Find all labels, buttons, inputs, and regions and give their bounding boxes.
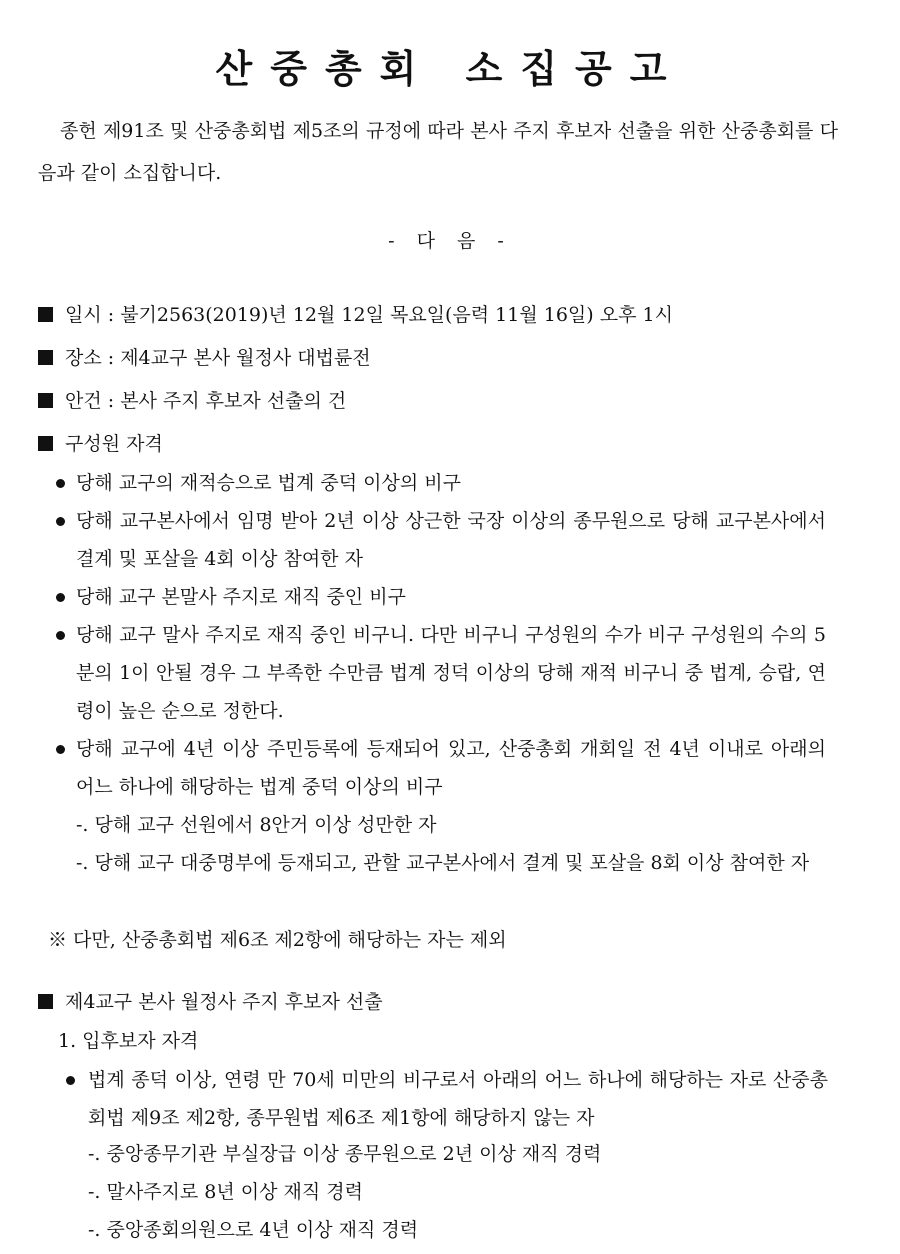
square-bullet-icon — [38, 393, 53, 408]
notice-title: 산중총회 소집공고 — [215, 46, 685, 91]
square-bullet-icon — [38, 994, 53, 1009]
round-bullet-icon — [66, 1076, 75, 1085]
candidate-subcriterion-2: -. 말사주지로 8년 이상 재직 경력 — [88, 1181, 363, 1203]
datetime-text: 일시 : 불기2563(2019)년 12월 12일 목요일(음력 11월 16일) 오후 1시 — [65, 304, 673, 326]
election-heading — [38, 987, 383, 1017]
member-subcriterion-2: -. 당해 교구 대중명부에 등재되고, 관할 교구본사에서 결계 및 포살을 8회 이상 참여한 자 — [76, 852, 810, 874]
place-text: 장소 : 제4교구 본사 월정사 대법륜전 — [65, 347, 371, 369]
detail-members-heading — [38, 429, 163, 459]
round-bullet-icon — [56, 479, 65, 488]
round-bullet-icon — [56, 631, 65, 640]
member-criterion-5: 당해 교구에 4년 이상 주민등록에 등재되어 있고, 산중총회 개회일 전 4년 이내로 아래의 어느 하나에 해당하는 법계 중덕 이상의 비구 — [76, 738, 826, 798]
candidate-subcriterion-3: -. 중앙종회의원으로 4년 이상 재직 경력 — [88, 1219, 419, 1241]
square-bullet-icon — [38, 307, 53, 322]
election-subheading: 1. 입후보자 자격 — [58, 1030, 199, 1052]
candidate-subcriterion-1: -. 중앙종무기관 부실장급 이상 종무원으로 2년 이상 재직 경력 — [88, 1143, 602, 1165]
member-criterion-1: 당해 교구의 재적승으로 법계 중덕 이상의 비구 — [76, 472, 461, 494]
round-bullet-icon — [56, 517, 65, 526]
member-criterion-3: 당해 교구 본말사 주지로 재직 중인 비구 — [76, 586, 406, 608]
member-exclusion-note: ※ 다만, 산중총회법 제6조 제2항에 해당하는 자는 제외 — [48, 929, 507, 951]
detail-datetime — [38, 300, 673, 330]
member-criterion-4: 당해 교구 말사 주지로 재직 중인 비구니. 다만 비구니 구성원의 수가 비구 구성원의 수의 5분의 1이 안될 경우 그 부족한 수만큼 법계 정덕 이상의 당해 재적 비구니 중 법계, 승랍, 연령이 높은 순으로 정한다. — [76, 624, 826, 722]
candidate-criterion: 법계 종덕 이상, 연령 만 70세 미만의 비구로서 아래의 어느 하나에 해당하는 자로 산중총회법 제9조 제2항, 종무원법 제6조 제1항에 해당하지 않는 자 — [88, 1069, 828, 1129]
round-bullet-icon — [56, 745, 65, 754]
separator-text: - 다 음 - — [388, 230, 512, 252]
round-bullet-icon — [56, 593, 65, 602]
election-heading-text: 제4교구 본사 월정사 주지 후보자 선출 — [65, 991, 383, 1013]
detail-place — [38, 343, 371, 373]
members-heading-text: 구성원 자격 — [65, 433, 163, 455]
agenda-text: 안건 : 본사 주지 후보자 선출의 건 — [65, 390, 347, 412]
member-criterion-2: 당해 교구본사에서 임명 받아 2년 이상 상근한 국장 이상의 종무원으로 당해 교구본사에서 결계 및 포살을 4회 이상 참여한 자 — [76, 510, 826, 570]
member-subcriterion-1: -. 당해 교구 선원에서 8안거 이상 성만한 자 — [76, 814, 437, 836]
intro-paragraph: 종헌 제91조 및 산중총회법 제5조의 규정에 따라 본사 주지 후보자 선출을 위한 산중총회를 다음과 같이 소집합니다. — [38, 120, 838, 184]
detail-agenda — [38, 386, 346, 416]
square-bullet-icon — [38, 350, 53, 365]
square-bullet-icon — [38, 436, 53, 451]
